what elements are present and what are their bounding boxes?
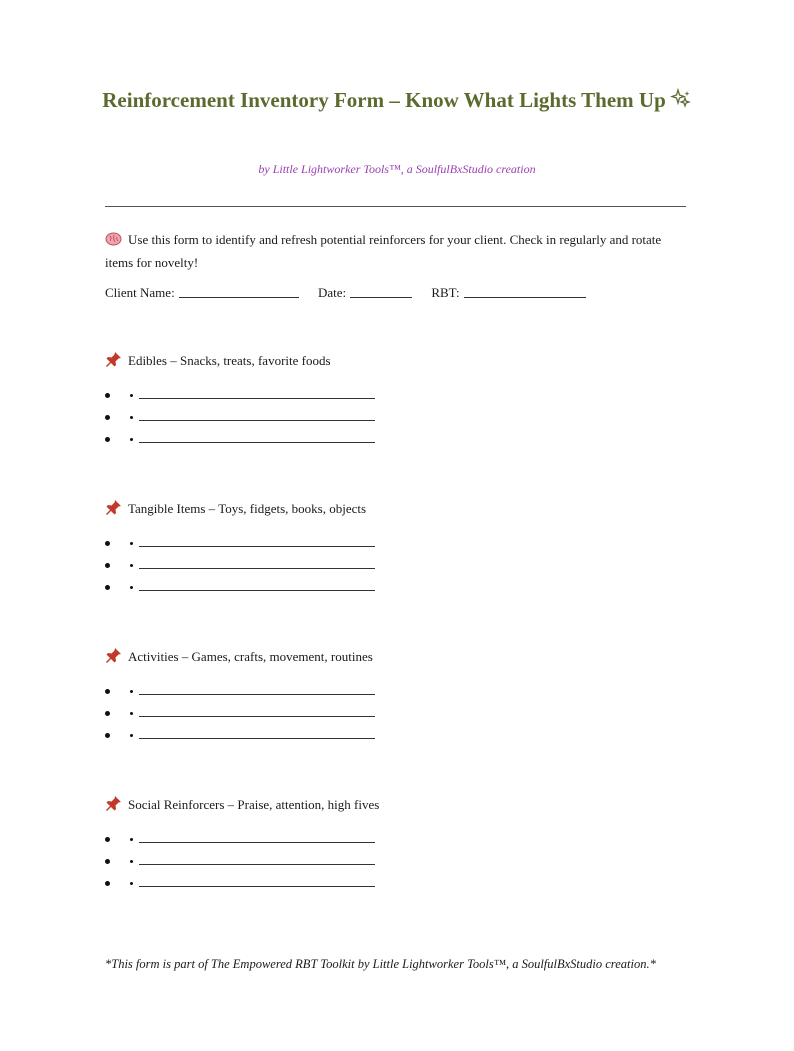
brain-icon (105, 231, 122, 252)
bullet (130, 438, 133, 441)
intro-paragraph (105, 229, 685, 273)
list-item (105, 559, 605, 581)
pushpin-icon (105, 647, 122, 670)
client-name-blank[interactable] (179, 297, 299, 298)
bullet (105, 563, 110, 568)
section-heading (105, 351, 605, 371)
section-tangible-items (105, 499, 605, 603)
title-text: Reinforcement Inventory Form – Know What Lights Them Up (102, 88, 666, 112)
bullet (130, 542, 133, 545)
write-in-line[interactable] (139, 442, 375, 443)
write-in-line[interactable] (139, 738, 375, 739)
client-info-fields (105, 285, 602, 301)
list-item (105, 537, 605, 559)
bullet (105, 437, 110, 442)
page-subtitle: by Little Lightworker Tools™, a SoulfulBxStudio creation (258, 162, 536, 176)
section-heading-text: Social Reinforcers – Praise, attention, high fives (128, 797, 380, 812)
pushpin-icon (105, 351, 122, 374)
bullet (130, 712, 133, 715)
section-heading-text: Edibles – Snacks, treats, favorite foods (128, 353, 331, 368)
write-in-line[interactable] (139, 568, 375, 569)
intro-text: Use this form to identify and refresh potential reinforcers for your client. Check in regularly and rotate items for novelty! (105, 232, 662, 270)
rbt-label: RBT: (431, 285, 460, 300)
list-item (105, 433, 605, 455)
list-item (105, 411, 605, 433)
write-in-line[interactable] (139, 694, 375, 695)
item-list (105, 537, 605, 603)
client-name-label: Client Name: (105, 285, 175, 300)
item-list (105, 389, 605, 455)
bullet (105, 711, 110, 716)
date-label: Date: (317, 285, 347, 300)
bullet (105, 541, 110, 546)
section-heading-text: Activities – Games, crafts, movement, routines (128, 649, 373, 664)
bullet (130, 882, 133, 885)
bullet (105, 837, 110, 842)
list-item (105, 581, 605, 603)
write-in-line[interactable] (139, 398, 375, 399)
list-item (105, 877, 605, 899)
pushpin-icon (105, 795, 122, 818)
bullet (130, 690, 133, 693)
bullet (105, 733, 110, 738)
list-item (105, 855, 605, 877)
rbt-field[interactable] (431, 285, 585, 301)
list-item (105, 729, 605, 751)
bullet (130, 734, 133, 737)
write-in-line[interactable] (139, 420, 375, 421)
section-activities (105, 647, 605, 751)
bullet (105, 881, 110, 886)
bullet (130, 838, 133, 841)
date-blank[interactable] (350, 297, 412, 298)
bullet (130, 416, 133, 419)
list-item (105, 707, 605, 729)
bullet (105, 689, 110, 694)
write-in-line[interactable] (139, 842, 375, 843)
bullet (105, 859, 110, 864)
date-field[interactable] (318, 285, 412, 301)
write-in-line[interactable] (139, 546, 375, 547)
pushpin-icon (105, 499, 122, 522)
section-edibles (105, 351, 605, 455)
list-item (105, 685, 605, 707)
item-list (105, 685, 605, 751)
bullet (130, 860, 133, 863)
write-in-line[interactable] (139, 716, 375, 717)
bullet (130, 586, 133, 589)
rbt-blank[interactable] (464, 297, 586, 298)
section-heading (105, 795, 605, 815)
list-item (105, 833, 605, 855)
client-name-field[interactable] (105, 285, 299, 301)
bullet (130, 394, 133, 397)
section-social-reinforcers (105, 795, 605, 899)
bullet (105, 415, 110, 420)
write-in-line[interactable] (139, 590, 375, 591)
item-list (105, 833, 605, 899)
footer-note: *This form is part of The Empowered RBT Toolkit by Little Lightworker Tools™, a SoulfulBxStudio creation.* (105, 957, 656, 971)
section-heading-text: Tangible Items – Toys, fidgets, books, objects (128, 501, 367, 516)
write-in-line[interactable] (139, 864, 375, 865)
write-in-line[interactable] (139, 886, 375, 887)
page-title (100, 84, 694, 119)
bullet (130, 564, 133, 567)
list-item (105, 389, 605, 411)
sparkle-icon (670, 87, 692, 119)
header-divider (105, 206, 686, 207)
section-heading (105, 499, 605, 519)
section-heading (105, 647, 605, 667)
bullet (105, 393, 110, 398)
bullet (105, 585, 110, 590)
